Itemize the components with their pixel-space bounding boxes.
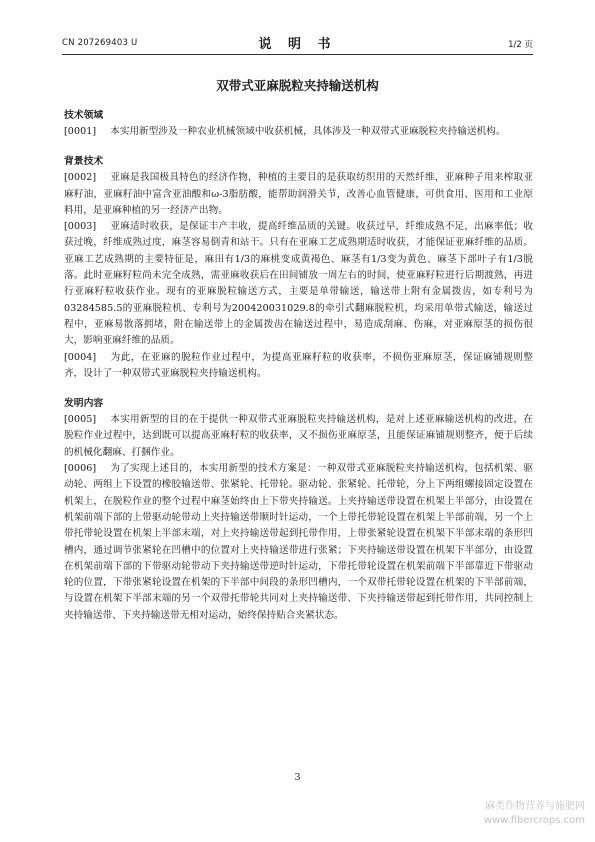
- paragraph-number: [0003]: [64, 221, 97, 233]
- document-type-label: 说 明 书: [258, 37, 337, 52]
- paragraph-number: [0006]: [64, 463, 97, 475]
- section-summary: [64, 396, 533, 624]
- paragraph-text: 为了实现上述目的，本实用新型的技术方案是：一种双带式亚麻脱粒夹持输送机构，包括机架、驱动轮、两组上下设置的橡胶输送带、张紧轮、托带轮。驱动轮、张紧轮、托带轮，分上下两组螺接固定设置在机架上，在脱粒作业的整个过程中麻茎始终由上下带夹持输送。上夹持输送带设置在机架上半部分，由设置在机架前端下部的上带驱动轮带动上夹持输送带顺时针运动，一个上带托带轮设置在机架上半部前端，另一个上带托带轮设置在机架上半部末端，对上夹持输送带起到托带作用，上带张紧轮设置在机架下半部末端的条形凹槽内，通过调节张紧轮在凹槽中的位置对上夹持输送带进行张紧；下夹持输送带设置在机架下半部分，由设置在机架前端下部的下带驱动轮带动下夹持输送带逆时针运动，下带托带轮设置在机架前端下半部靠近下带驱动轮的位置，下带张紧轮设置在机架的下半部中间段的条形凹槽内，一个双带托带轮设置在机架的下半部前端，与设置在机架下半部末端的另一个双带托带轮共同对上夹持输送带、下夹持输送带起到托带作用，共同控制上夹持输送带、下夹持输送带无相对运动，始终保持贴合夹紧状态。: [64, 463, 533, 621]
- paragraph-text: 为此，在亚麻的脱粒作业过程中，为提高亚麻籽粒的收获率，不损伤亚麻原茎，保证麻铺规则整齐，设计了一种双带式亚麻脱粒夹持输送机构。: [64, 351, 533, 379]
- paragraph: [64, 219, 533, 349]
- section-technical-field: [64, 108, 533, 140]
- watermark-url: www.fibercrops.com: [483, 815, 585, 826]
- paragraph-number: [0001]: [64, 126, 97, 137]
- paragraph: [64, 412, 533, 461]
- document-body: [64, 108, 533, 638]
- paragraph: [64, 170, 533, 219]
- patent-number: CN 207269403 U: [62, 38, 138, 48]
- paragraph: [64, 350, 533, 383]
- section-heading: 背景技术: [64, 156, 104, 168]
- site-watermark: [484, 800, 585, 828]
- document-title: 双带式亚麻脱粒夹持输送机构: [216, 78, 379, 93]
- page-number: 3: [294, 772, 301, 783]
- paragraph-text: 本实用新型涉及一种农业机械领域中收获机械，具体涉及一种双带式亚麻脱粒夹持输送机构。: [110, 126, 506, 137]
- paragraph-number: [0004]: [64, 351, 97, 363]
- section-heading: 技术领域: [64, 110, 104, 121]
- watermark-site-name: 麻类作物营养与施肥网: [485, 801, 585, 812]
- page-count: 1/2 页: [508, 40, 533, 50]
- paragraph-text: 亚麻是我国极具特色的经济作物，种植的主要目的是获取纺织用的天然纤维，亚麻种子用来榨取亚麻籽油，亚麻籽油中富含亚油酸和ω-3脂肪酸，能帮助润滑关节，改善心血管健康，可供食用、医用和工业原料用，是亚麻种植的另一经济产出物。: [64, 172, 533, 216]
- paragraph-number: [0005]: [64, 414, 97, 426]
- paragraph-number: [0002]: [64, 172, 97, 184]
- paragraph-text: 亚麻适时收获，是保证丰产丰收，提高纤维品质的关键。收获过早，纤维成熟不足，出麻率低；收获过晚，纤维成熟过度，麻茎容易倒青和站干。只有在亚麻工艺成熟期适时收获，才能保证亚麻纤维的品质。亚麻工艺成熟期的主要特征是，麻田有1/3的麻桃变成黄褐色、麻茎有1/3变为黄色、麻茎下部叶子有1/3脱落。此时亚麻籽粒尚未完全成熟，需亚麻收获后在田间铺放一周左右的时间，使亚麻籽粒进行后期渡熟，再进行亚麻籽粒收获作业。现有的亚麻脱粒输送方式，主要是单带输送，输送带上附有金属拨齿，如专利号为03284585.5的亚麻脱粒机、专利号为200420031029.8的牵引式翻麻脱粒机，均采用单带式输送，输送过程中，亚麻易散落拥堵，附在输送带上的金属拨齿在输送过程中，易造成刮麻、伤麻，对亚麻原茎的损伤很大，影响亚麻纤维的品质。: [64, 221, 533, 347]
- section-background: [64, 154, 533, 382]
- page-header: [62, 30, 533, 55]
- paragraph: [64, 124, 533, 140]
- paragraph: [64, 461, 533, 624]
- section-heading: 发明内容: [64, 398, 104, 410]
- paragraph-text: 本实用新型的目的在于提供一种双带式亚麻脱粒夹持输送机构，是对上述亚麻输送机构的改进，在脱粒作业过程中，达到既可以提高亚麻籽粒的收获率，又不损伤亚麻原茎，且能保证麻铺规则整齐，便于后续的机械化翻麻、打捆作业。: [64, 414, 533, 458]
